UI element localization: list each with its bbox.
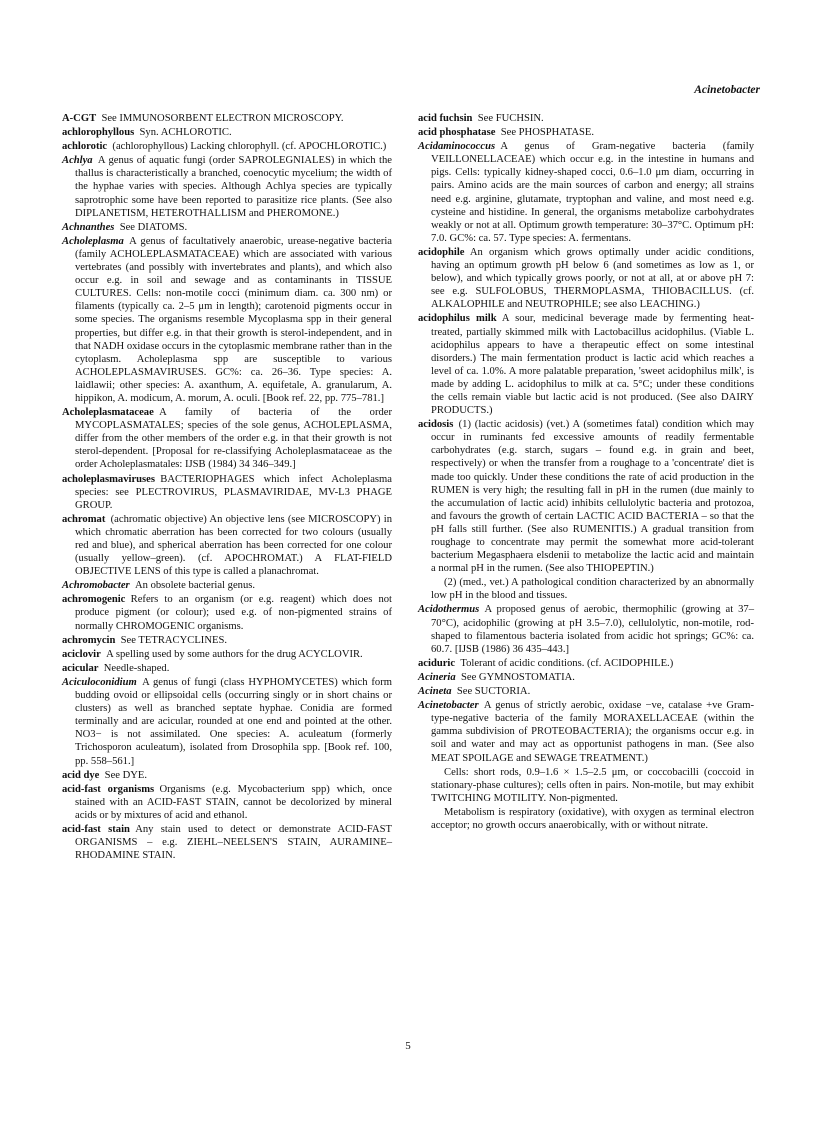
entry-headword: acid dye (62, 769, 100, 781)
dictionary-entry (62, 823, 392, 862)
right-column (418, 112, 754, 833)
entry-definition: (achlorophyllous) Lacking chlorophyll. (cf. APOCHLOROTIC.) (112, 141, 387, 153)
dictionary-entry (418, 112, 754, 125)
entry-headword: Achlya (62, 155, 93, 167)
entry-definition: A proposed genus of aerobic, thermophilic (growing at 37–70°C), acidophilic (growing at pH 3.5–7.0), cellulolytic, non-motile, rod-shaped to filamentous bacteria isolated from acidic hot springs; GC%: ca. 60.7. [IJSB (1986) 36 435–443.] (431, 604, 754, 655)
running-head: Acinetobacter (694, 84, 760, 96)
dictionary-entry (62, 140, 392, 153)
entry-definition: Organisms (e.g. Mycobacterium spp) which, once stained with an ACID-FAST STAIN, cannot be decolorized by mineral acids or by mixtures of acid and ethanol. (75, 783, 392, 821)
entry-definition: A sour, medicinal beverage made by fermenting heat-treated, partially skimmed milk with Lactobacillus acidophilus. (Viable L. acidophilus appears to have a therapeutic effect on some intestinal disorders.) The main fermentation product is lactic acid which reaches a level of ca. 1.0%. A more palatable preparation, 'sweet acidophilus milk', is made by adding L. acidophilus to milk at ca. 5°C; under these conditions the cells remain viable but lactic acid is not produced. (See also DAIRY PRODUCTS.) (431, 313, 754, 417)
dictionary-entry (62, 579, 392, 592)
entry-headword: achromycin (62, 634, 116, 646)
dictionary-entry (418, 126, 754, 139)
entry-definition: BACTERIOPHAGES which infect Acholeplasma species: see PLECTROVIRUS, PLASMAVIRIDAE, MV-L3 PHAGE GROUP. (75, 473, 392, 511)
entry-definition: A spelling used by some authors for the drug ACYCLOVIR. (106, 648, 363, 660)
entry-definition: Needle-shaped. (103, 662, 170, 674)
page-number: 5 (405, 1040, 411, 1052)
dictionary-entry (62, 406, 392, 471)
entry-headword: acid-fast stain (62, 823, 130, 835)
entry-definition: (achromatic objective) An objective lens (see MICROSCOPY) in which chromatic aberration has been corrected for two colours (usually red and blue), and spherical aberration has been corrected for one colour (usually yellow–green). (cf. APOCHROMAT.) A FLAT-FIELD OBJECTIVE LENS of this type is called a planachromat. (75, 513, 392, 578)
entry-definition: See GYMNOSTOMATIA. (460, 671, 575, 683)
entry-headword: achlorophyllous (62, 127, 135, 139)
entry-continuation (418, 766, 754, 805)
entry-headword: acidosis (418, 419, 454, 431)
entry-definition: Any stain used to detect or demonstrate ACID-FAST ORGANISMS – e.g. ZIEHL–NEELSEN'S STAIN, AURAMINE–RHODAMINE STAIN. (75, 823, 392, 862)
entry-definition: An organism which grows optimally under acidic conditions, having an optimum growth pH below 6 (and sometimes as low as 1, or below), and which typically grows poorly, or not at all, at or above pH 7: see e.g. SULFOLOBUS, THERMOPLASMA, THIOBACILLUS. (cf. ALKALOPHILE and NEUTROPHILE; see also LEACHING.) (431, 246, 754, 311)
entry-definition: See FUCHSIN. (477, 113, 544, 124)
dictionary-entry (62, 769, 392, 782)
entry-definition: (1) (lactic acidosis) (vet.) A (sometimes fatal) condition which may occur in ruminants fed excessive amounts of readily fermentable carbohydrates (e.g. starch, sugars – found e.g. in grain and beet, respectively) or when the transfer from a roughage to a 'concentrate' diet is made too quickly. Under these conditions the rate of acid production in the RUMEN is very high; the resulting fall in pH in the rumen (due mainly to the accumulation of lactic acid) inhibits cellulolytic bacteria and protozoa, and favours the growth of certain LACTIC ACID BACTERIA – so that the pH falls still further. (See also RUMENITIS.) A gradual transition from roughage to concentrate may permit the somewhat more acid-tolerant bacterium Megasphaera elsdenii to metabolize the lactic acid and maintain a normal pH in the rumen. (See also THIOPEPTIN.) (431, 419, 754, 575)
dictionary-entry (62, 648, 392, 661)
entry-headword: Acidothermus (418, 604, 480, 616)
entry-headword: acholeplasmaviruses (62, 473, 155, 485)
entry-definition: See SUCTORIA. (456, 686, 531, 698)
entry-definition: Syn. ACHLOROTIC. (139, 127, 232, 139)
entry-definition: See DIATOMS. (119, 221, 188, 233)
entry-definition: A genus of Gram-negative bacteria (family VEILLONELLACEAE) which occur e.g. in the intestine in humans and pigs. Cells: typically kidney-shaped cocci, 0.6–1.0 μm diam, occurring in pairs. Amino acids are the main sources of carbon and energy; all strains need e.g. arginine, glutamate, tryptophan and valine, and most need e.g. cysteine and histidine. In general, the organisms metabolize carbohydrates weakly or not at all. Optimum growth temperature: 30–37°C. Optimum pH: 7.0. GC%: ca. 57. Type species: A. fermentans. (431, 141, 754, 244)
entry-headword: Acineria (418, 671, 456, 683)
entry-definition: Tolerant of acidic conditions. (cf. ACIDOPHILE.) (460, 657, 674, 669)
entry-headword: Acholeplasma (62, 235, 124, 247)
entry-headword: Achnanthes (62, 221, 115, 233)
entry-definition: See TETRACYCLINES. (120, 634, 227, 646)
entry-headword: achromogenic (62, 594, 126, 606)
entry-continuation (418, 576, 754, 602)
entry-headword: acidophilus milk (418, 313, 497, 325)
entry-headword: acidophile (418, 246, 465, 258)
entry-headword: Achromobacter (62, 580, 130, 592)
entry-definition: A genus of aquatic fungi (order SAPROLEGNIALES) in which the thallus is characteristically a branched, coenocytic mycelium; the width of the hyphae varies with species. Although Achlya species are typically saprotrophic some have been reported to parasitize rice plants. (See also DIPLANETISM, HETEROTHALLISM and PHEROMONE.) (75, 155, 392, 219)
dictionary-entry (418, 418, 754, 575)
entry-headword: A-CGT (62, 113, 97, 124)
entry-headword: acicular (62, 662, 99, 674)
dictionary-entry (62, 221, 392, 234)
dictionary-entry (418, 312, 754, 417)
entry-definition: See DYE. (104, 769, 148, 781)
dictionary-entry (62, 473, 392, 512)
entry-headword: aciclovir (62, 648, 101, 660)
dictionary-entry (62, 235, 392, 405)
entry-definition: A family of bacteria of the order MYCOPLASMATALES; species of the sole genus, ACHOLEPLASMA, differ from the other members of the order e.g. in that their growth is not sterol-dependent. [Proposal for re-classifying Acholeplasmataceae as the order Acholeplasmatales: IJSB (1984) 34 346–349.] (75, 407, 392, 471)
entry-definition: See IMMUNOSORBENT ELECTRON MICROSCOPY. (101, 113, 344, 124)
left-column (62, 112, 392, 863)
entry-headword: Acinetobacter (418, 700, 479, 712)
entry-definition: See PHOSPHATASE. (500, 127, 595, 139)
entry-headword: achromat (62, 513, 106, 525)
dictionary-entry (418, 603, 754, 655)
entry-headword: acid fuchsin (418, 113, 473, 124)
entry-definition: Cells: short rods, 0.9–1.6 × 1.5–2.5 μm, or coccobacilli (coccoid in stationary-phase cultures); cells often in pairs. Non-motile, but may exhibit TWITCHING MOTILITY. Non-pigmented. (431, 766, 754, 804)
entry-continuation (418, 806, 754, 832)
entry-headword: achlorotic (62, 141, 108, 153)
dictionary-entry (62, 593, 392, 632)
dictionary-entry (418, 699, 754, 764)
entry-headword: acid-fast organisms (62, 783, 155, 795)
dictionary-entry (62, 676, 392, 768)
entry-definition: Metabolism is respiratory (oxidative), with oxygen as terminal electron acceptor; no growth occurs anaerobically, with or without nitrate. (431, 806, 754, 831)
entry-headword: Aciculoconidium (62, 676, 137, 688)
dictionary-entry (418, 657, 754, 670)
entry-headword: Acholeplasmataceae (62, 407, 154, 419)
dictionary-entry (62, 112, 392, 125)
dictionary-entry (62, 154, 392, 219)
dictionary-entry (62, 126, 392, 139)
dictionary-entry (62, 783, 392, 822)
entry-definition: Refers to an organism (or e.g. reagent) which does not produce pigment (or colour); used e.g. of non-pigmented strains of normally CHROMOGENIC organisms. (75, 594, 392, 632)
entry-headword: aciduric (418, 657, 456, 669)
entry-definition: An obsolete bacterial genus. (134, 580, 256, 592)
dictionary-entry (62, 662, 392, 675)
entry-definition: A genus of facultatively anaerobic, urease-negative bacteria (family ACHOLEPLASMATACEAE) which are associated with various vertebrates (and possibly with invertebrates and plants), and which also occur e.g. in soil and sewage and as contaminants in TISSUE CULTURES. Cells: non-motile cocci (minimum diam. ca. 300 nm) or filaments (typically ca. 2–5 μm in length); carotenoid pigments occur in some species. The organisms resemble Mycoplasma spp in their general properties, but differ e.g. in that their growth is sterol-independent, and in that NADH oxidase occurs in the cytoplasmic membrane rather than in the cytoplasm. Acholeplasma spp are susceptible to various ACHOLEPLASMAVIRUSES. GC%: ca. 26–36. Type species: A. laidlawii; other species: A. axanthum, A. equifetale, A. granularum, A. hippikon, A. modicum, A. morum, A. oculi. [Book ref. 22, pp. 775–781.] (75, 235, 392, 404)
entry-definition: (2) (med., vet.) A pathological condition characterized by an abnormally low pH in the blood and tissues. (431, 577, 754, 602)
dictionary-entry (418, 246, 754, 311)
dictionary-entry (62, 513, 392, 578)
dictionary-entry (62, 634, 392, 647)
dictionary-entry (418, 671, 754, 684)
entry-headword: Acineta (418, 686, 452, 698)
entry-headword: acid phosphatase (418, 127, 496, 139)
entry-definition: A genus of fungi (class HYPHOMYCETES) which form budding ovoid or ellipsoidal cells (occurring singly or in short chains or clusters) as well as branched septate hyphae. Conidia are formed terminally and are acicular, rounded at one end and pointed at the other. NO3− is not assimilated. One species: A. aculeatum (formerly Trichosporon aculeatum), isolated from Drosophila spp. [Book ref. 100, pp. 558–561.] (75, 676, 392, 767)
entry-definition: A genus of strictly aerobic, oxidase −ve, catalase +ve Gram-type-negative bacteria of the family MORAXELLACEAE (within the gamma subdivision of PROTEOBACTERIA); the organisms occur e.g. in soil and water and may act as opportunist pathogens in man. (See also MEAT SPOILAGE and SEWAGE TREATMENT.) (431, 700, 754, 764)
entry-headword: Acidaminococcus (418, 141, 496, 153)
dictionary-entry (418, 685, 754, 698)
dictionary-entry (418, 140, 754, 245)
